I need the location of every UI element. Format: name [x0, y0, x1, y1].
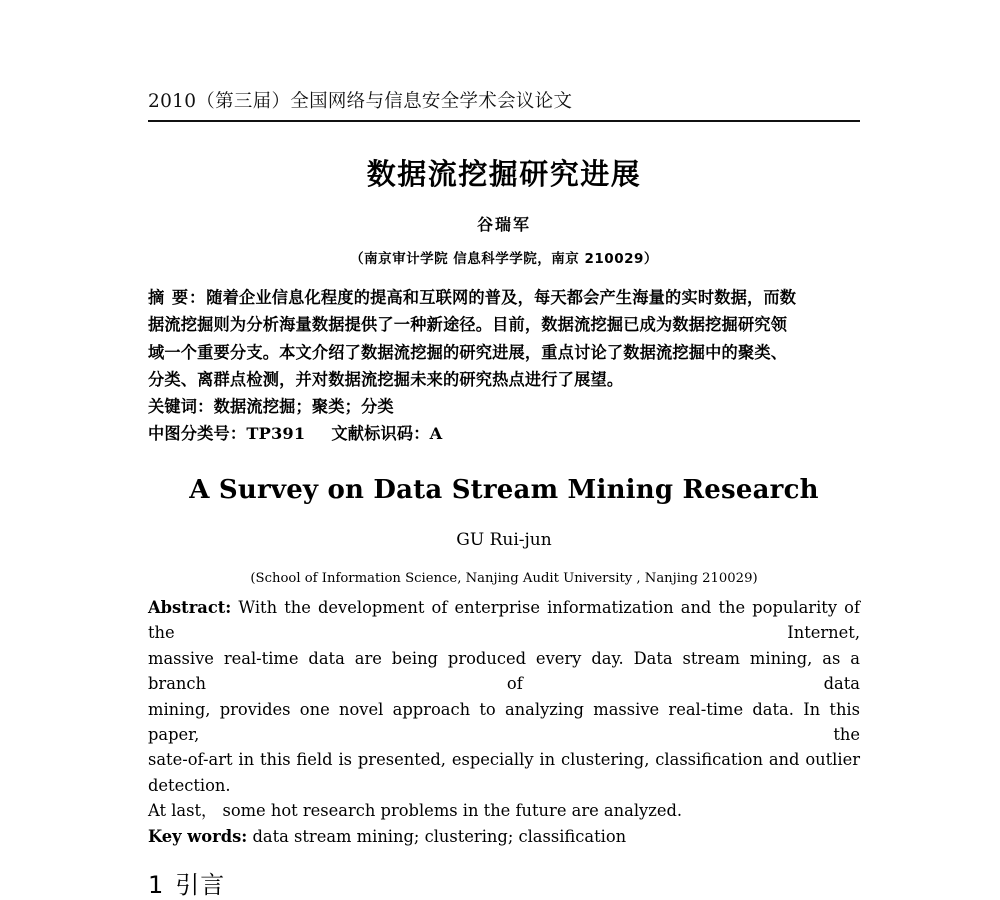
chinese-author: 谷瑞军	[476, 215, 531, 235]
english-abstract-line-2: massive real-time data are being produced every day. Data stream mining, as a branch of data	[148, 648, 860, 694]
english-abstract-label: Abstract:	[148, 597, 232, 617]
chinese-abstract-line-1	[148, 284, 860, 311]
english-abstract-line-3: mining, provides one novel approach to analyzing massive real-time data. In this paper, the	[148, 699, 860, 744]
page-content	[148, 0, 860, 900]
chinese-keywords-value: 数据流挖掘；聚类；分类	[213, 396, 394, 416]
clc-label: 中图分类号：	[148, 424, 247, 444]
chinese-classification-line	[148, 420, 860, 448]
document-code-label: 文献标识码：	[331, 424, 430, 444]
english-keywords-label: Key words:	[148, 826, 248, 846]
chinese-abstract	[148, 284, 860, 393]
english-abstract-line-1	[148, 595, 860, 646]
header-rule	[148, 120, 860, 122]
english-keywords-line	[148, 824, 860, 849]
section-title: 引言	[175, 871, 226, 899]
clc-value: TP391	[246, 424, 306, 444]
chinese-keywords-line	[148, 393, 860, 421]
english-abstract-line-4: sate-of-art in this field is presented, especially in clustering, classification and outlier detection.	[148, 750, 860, 795]
chinese-affiliation: （南京审计学院 信息科学学院，南京 210029）	[350, 251, 658, 268]
english-abstract	[148, 595, 860, 824]
english-abstract-line-5: At last， some hot research problems in the future are analyzed.	[148, 801, 683, 821]
chinese-abstract-line-4: 分类、离群点检测，并对数据流挖掘未来的研究热点进行了展望。	[148, 369, 624, 389]
english-keywords-value: data stream mining; clustering; classification	[252, 826, 627, 846]
english-title: A Survey on Data Stream Mining Research	[189, 474, 819, 505]
chinese-abstract-line-2: 据流挖掘则为分析海量数据提供了一种新途径。目前，数据流挖掘已成为数据挖掘研究领	[148, 315, 788, 335]
document-code-value: A	[429, 424, 443, 444]
chinese-abstract-label: 摘 要：	[148, 288, 207, 308]
english-affiliation: (School of Information Science, Nanjing Audit University , Nanjing 210029)	[250, 570, 758, 586]
section-heading	[148, 865, 860, 900]
english-abstract-text-1: With the development of enterprise informatization and the popularity of the Internet,	[148, 597, 860, 643]
chinese-keywords-label: 关键词：	[148, 396, 214, 416]
section-number: 1	[148, 871, 165, 899]
chinese-abstract-line-3: 域一个重要分支。本文介绍了数据流挖掘的研究进展，重点讨论了数据流挖掘中的聚类、	[148, 342, 788, 362]
running-header: 2010（第三届）全国网络与信息安全学术会议论文	[148, 91, 573, 112]
english-author: GU Rui-jun	[456, 529, 552, 550]
chinese-abstract-text-1: 随着企业信息化程度的提高和互联网的普及，每天都会产生海量的实时数据，而数	[206, 288, 797, 308]
chinese-title: 数据流挖掘研究进展	[366, 157, 642, 192]
